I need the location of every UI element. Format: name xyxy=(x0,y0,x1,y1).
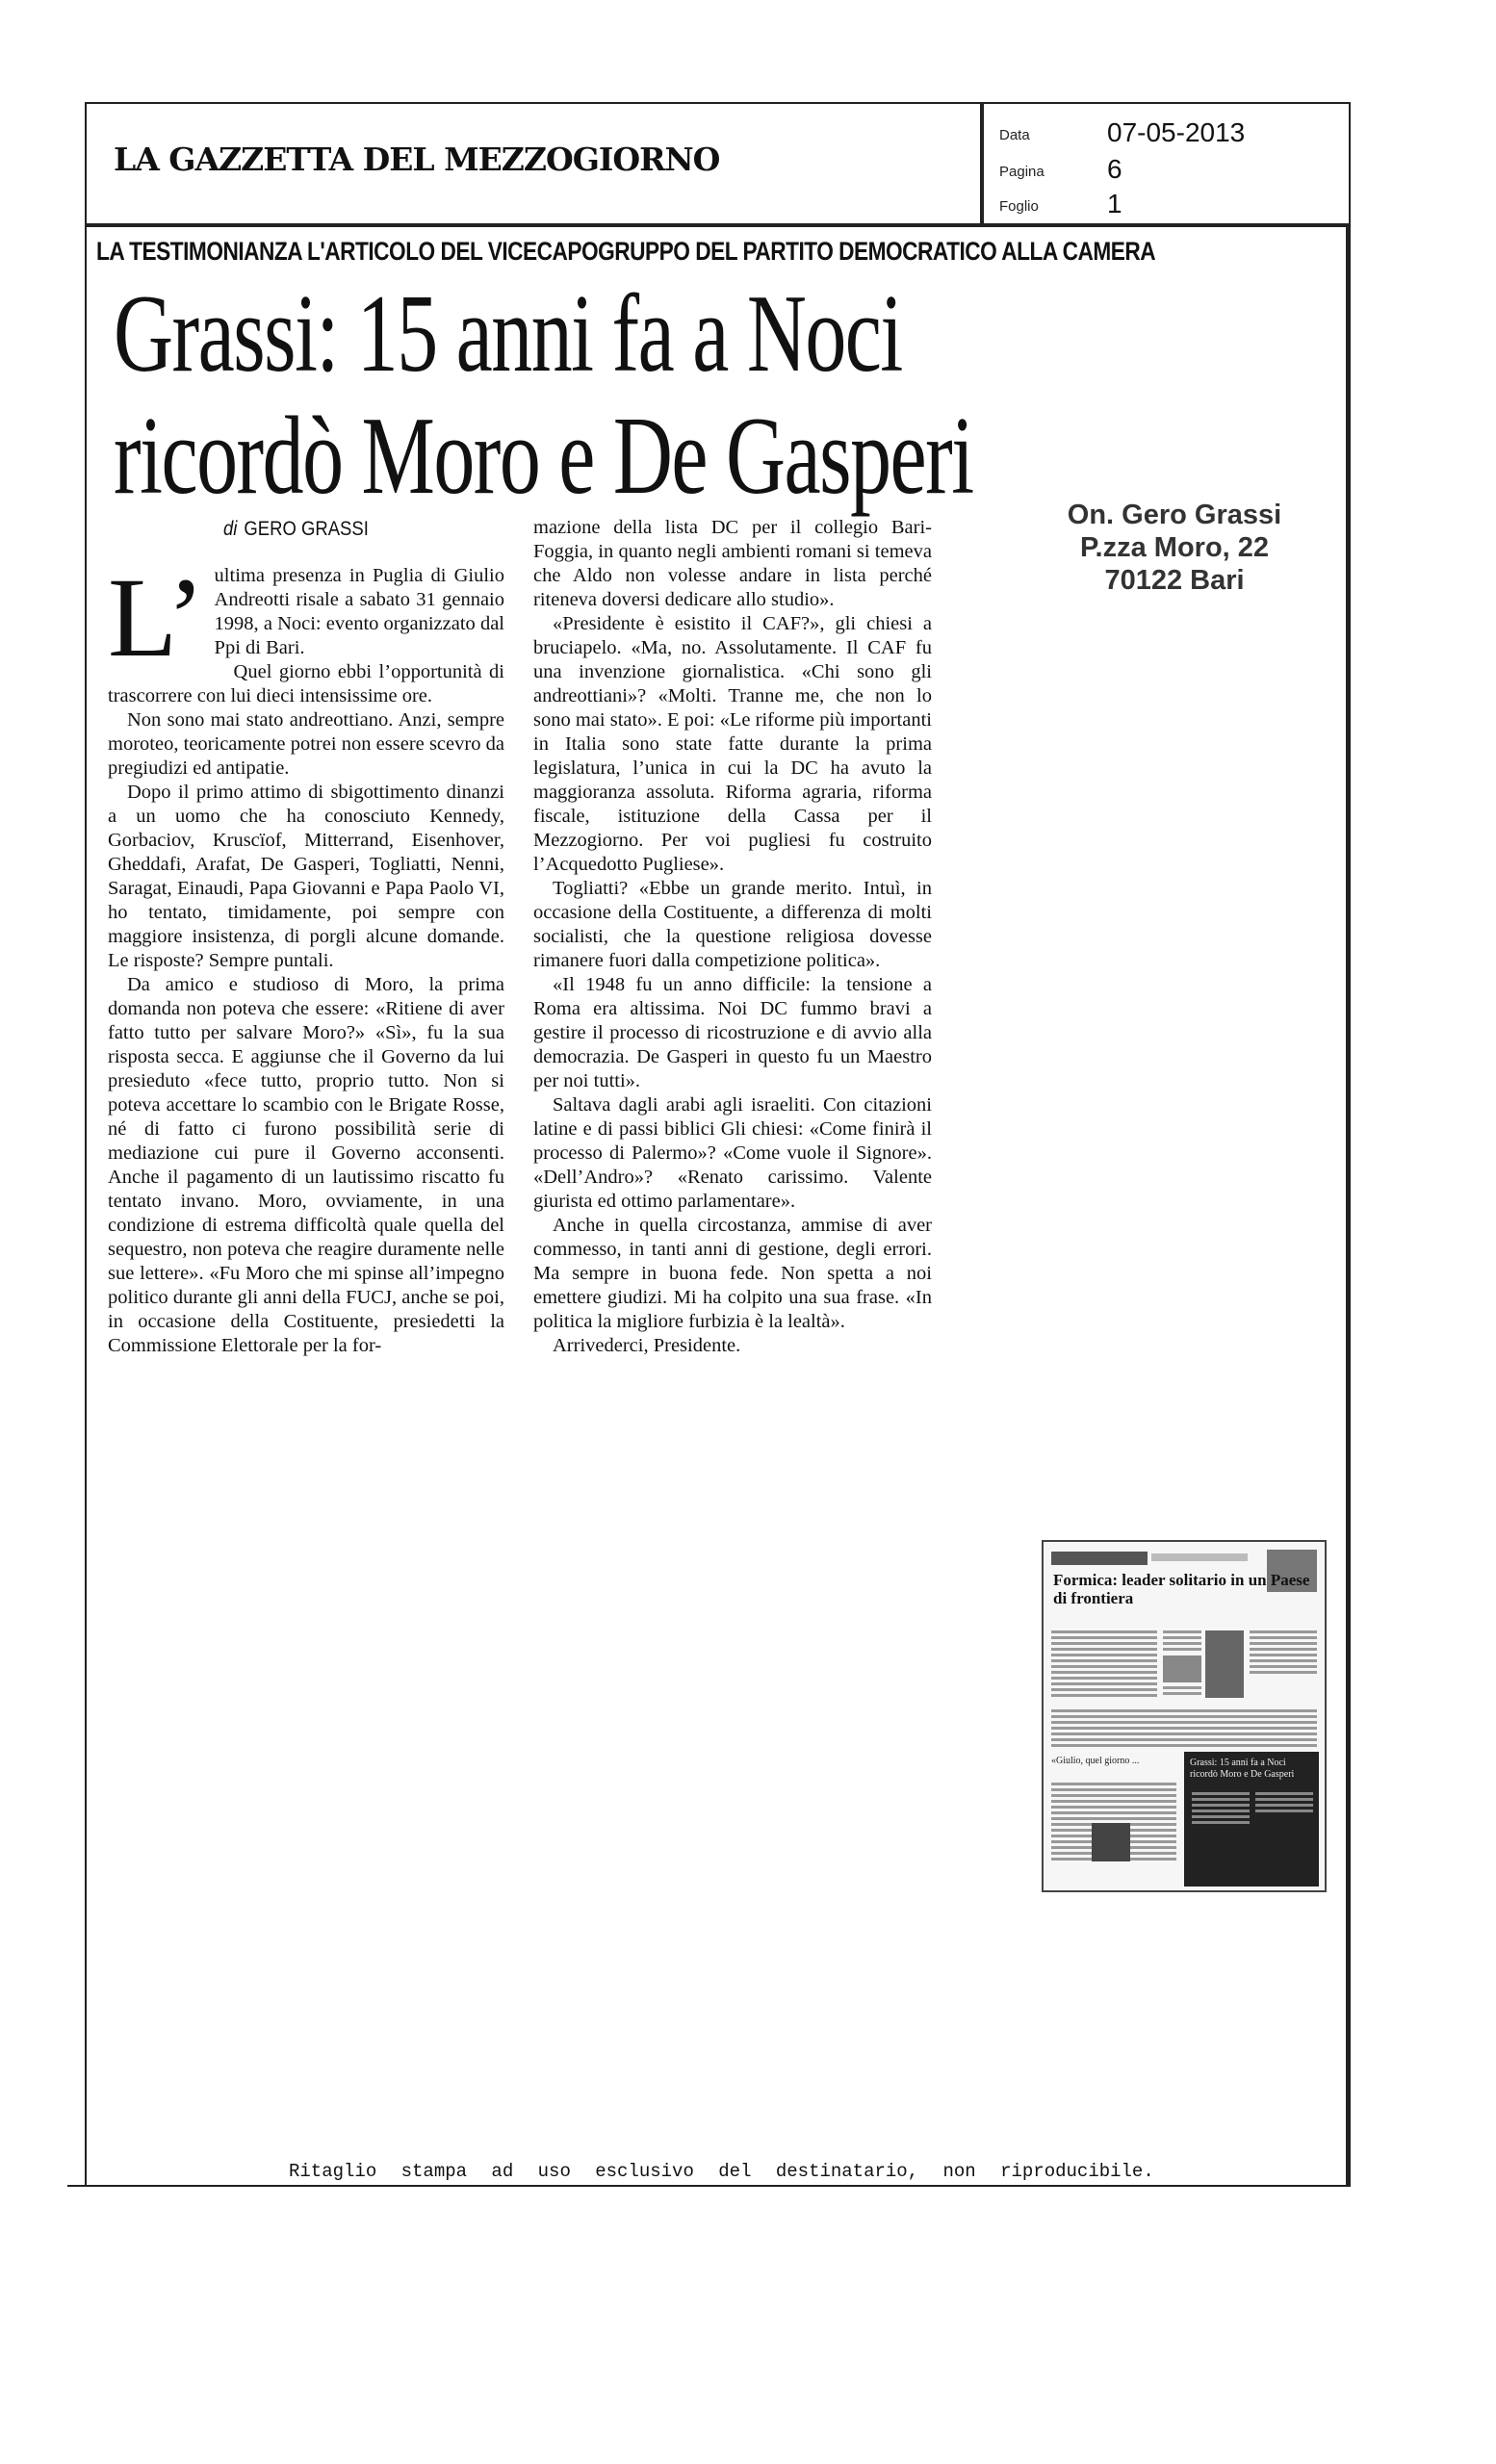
paragraph: «Presidente è esistito il CAF?», gli chiesi a bruciapelo. «Ma, no. Assolutamente. Il CAF fu una invenzione giornalistica. «Chi sono gli andreottiani»? «Molti. Tranne me, che non lo sono mai stato». E poi: «Le riforme più importanti in Italia sono state fatte durante la prima legislatura, l’unica in cui la DC ha avuto la maggioranza assoluta. Riforma agraria, riforma fiscale, istituzione della Cassa per il Mezzogiorno. Per voi pugliesi fu costruito l’Acquedotto Pugliese». xyxy=(533,613,932,875)
article-headline xyxy=(114,273,973,518)
paragraph: Arrivederci, Presidente. xyxy=(553,1335,741,1356)
thumb-bottom-right: Grassi: 15 anni fa a Noci ricordò Moro e De Gasperi xyxy=(1190,1758,1295,1780)
page-thumbnail xyxy=(1042,1540,1327,1892)
drop-cap: L’ xyxy=(108,554,205,680)
meta-data-value: 07-05-2013 xyxy=(1107,117,1246,147)
footer-disclaimer: Ritaglio stampa ad uso esclusivo del destinatario, non riproducibile. xyxy=(289,2161,1154,2182)
byline-prefix: di xyxy=(223,518,238,540)
address-stamp xyxy=(1020,499,1328,597)
bottom-rule xyxy=(67,2185,1351,2187)
paragraph: ultima presenza in Puglia di Giulio Andreotti risale a sabato 31 gennaio 1998, a Noci: evento organizzato dal Ppi di Bari. xyxy=(214,565,504,658)
paragraph: Da amico e studioso di Moro, la prima domanda non poteva che essere: «Ritiene di aver fatto tutto per salvare Moro?» «Sì», fu la sua risposta secca. E aggiunse che il Governo da lui presieduto «fece tutto, proprio tutto. Non si poteva accettare lo scambio con le Brigate Rosse, né di fatto ci furono possibilità serie di mediazione cui pure il Governo acconsenti. Anche il pagamento di un lautissimo riscatto fu tentato invano. Moro, ovviamente, in una condizione di estrema difficoltà quale quella del sequestro, non poteva che reagire duramente nelle sue lettere». «Fu Moro che mi spinse all’impegno politico durante gli anni della FUCJ, anche se poi, in occasione della Costituente, presiedetti la Commissione Elettorale per la for- xyxy=(108,974,504,1356)
meta-box xyxy=(982,102,1351,225)
stamp-city: 70122 Bari xyxy=(1104,565,1245,596)
paragraph: Anche in quella circostanza, ammise di aver commesso, in tanti anni di gestione, degli errori. Ma sempre in buona fede. Non spetta a noi emettere giudizi. Mi ha colpito una sua frase. «In politica la migliore furbizia è la lealtà». xyxy=(533,1215,932,1332)
article-byline xyxy=(223,518,369,541)
meta-pagina-label: Pagina xyxy=(999,164,1045,180)
stamp-name: On. Gero Grassi xyxy=(1067,500,1282,530)
meta-pagina-value: 6 xyxy=(1107,154,1122,184)
meta-foglio-value: 1 xyxy=(1107,189,1122,218)
meta-foglio-label: Foglio xyxy=(999,198,1039,215)
stamp-street: P.zza Moro, 22 xyxy=(1079,532,1270,563)
meta-data-label: Data xyxy=(999,127,1030,143)
paragraph: mazione della lista DC per il collegio Bari-Foggia, in quanto negli ambienti romani si temeva che Aldo non volesse andare in lista perché riteneva doversi dedicare allo studio». xyxy=(533,517,932,610)
thumb-bottom-left: «Giulio, quel giorno ... xyxy=(1051,1756,1140,1766)
article-column-2 xyxy=(533,516,932,1358)
paragraph: Non sono mai stato andreottiano. Anzi, sempre moroteo, teoricamente potrei non essere scevro da pregiudizi ed antipatie. xyxy=(108,709,504,779)
article-column-1 xyxy=(108,554,504,1358)
thumb-photo-bottom xyxy=(1092,1823,1130,1861)
paragraph: Quel giorno ebbi l’opportunità di trascorrere con lui dieci intensissime ore. xyxy=(108,661,504,706)
thumb-photo-mid xyxy=(1205,1630,1244,1698)
paragraph: «Il 1948 fu un anno difficile: la tensione a Roma era altissima. Noi DC fummo bravi a gestire il processo di ricostruzione e di avvio alla democrazia. De Gasperi in questo fu un Maestro per noi tutti». xyxy=(533,974,932,1091)
paragraph: Saltava dagli arabi agli israeliti. Con citazioni latine e di passi biblici Gli chiesi: «Come finirà il processo di Palermo»? «Come vuole il Signore». «Dell’Andro»? «Renato carissimo. Valente giurista ed ottimo parlamentare». xyxy=(533,1094,932,1212)
paragraph: Togliatti? «Ebbe un grande merito. Intuì, in occasione della Costituente, a differenza di molti socialisti, che la questione religiosa dovesse rimanere fuori dalla competizione politica». xyxy=(533,878,932,971)
newspaper-title: LA GAZZETTA DEL MEZZOGIORNO xyxy=(114,141,720,178)
thumb-section-bar xyxy=(1051,1552,1148,1565)
right-rail-line xyxy=(1346,225,1351,2186)
headline-line-1: Grassi: 15 anni fa a Noci xyxy=(114,272,902,396)
headline-line-2: ricordò Moro e De Gasperi xyxy=(114,395,973,518)
paragraph: Dopo il primo attimo di sbigottimento dinanzi a un uomo che ha conosciuto Kennedy, Gorbaciov, Kruscïof, Mitterrand, Eisenhover, Gheddafi, Arafat, De Gasperi, Togliatti, Nenni, Saragat, Einaudi, Papa Giovanni e Papa Paolo VI, ho tentato, timidamente, poi sempre con maggiore insistenza, di porgli alcune domande. Le risposte? Sempre puntali. xyxy=(108,782,504,971)
article-kicker: LA TESTIMONIANZA L'ARTICOLO DEL VICECAPOGRUPPO DEL PARTITO DEMOCRATICO ALLA CAMERA xyxy=(96,237,1156,266)
byline-name: GERO GRASSI xyxy=(244,518,369,540)
thumb-headline: Formica: leader solitario in un Paese di frontiera xyxy=(1053,1571,1310,1607)
